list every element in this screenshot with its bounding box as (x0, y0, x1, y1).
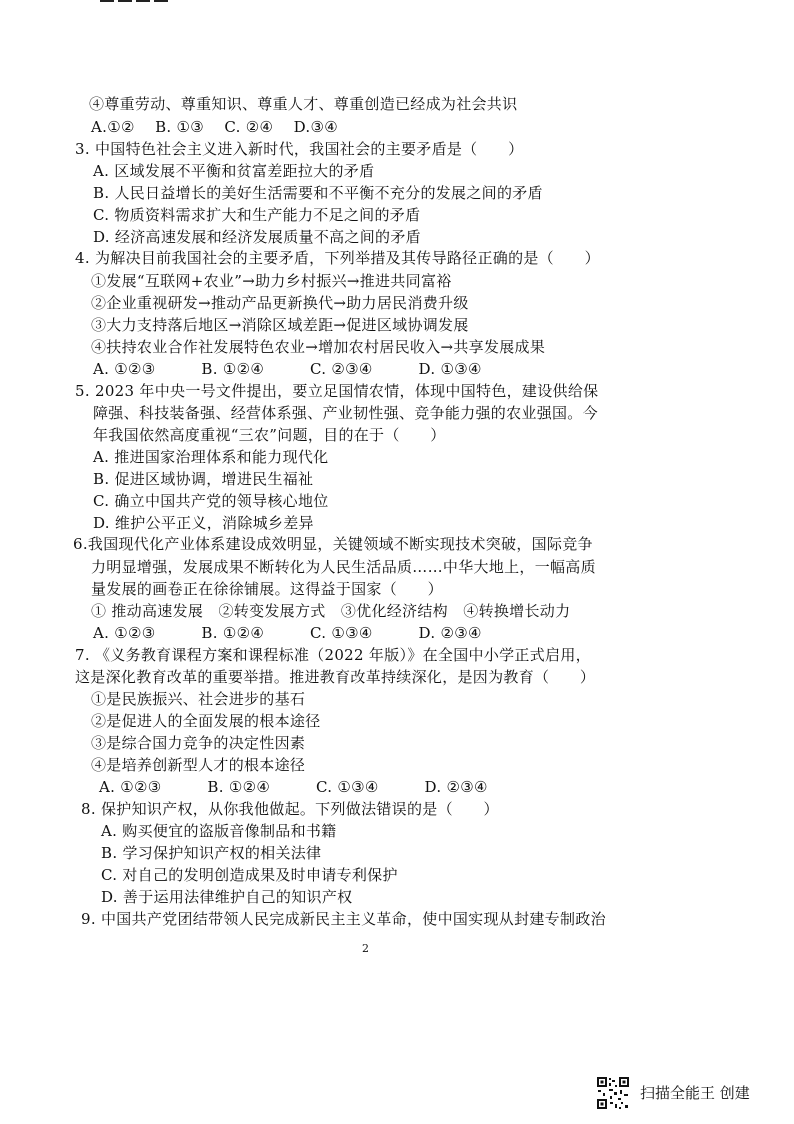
statement-4: ④是培养创新型人才的根本途径 (91, 756, 306, 774)
option-b: B. 学习保护知识产权的相关法律 (101, 844, 322, 862)
answer-options: A. ①②③ B. ①②④ C. ①③④ D. ②③④ (99, 778, 488, 796)
statement-1: ①是民族振兴、社会进步的基石 (91, 690, 306, 708)
question-5-cont: 障强、科技装备强、经营体系强、产业韧性强、竞争能力强的农业强国。今 (93, 404, 598, 422)
statement-4: ④扶持农业合作社发展特色农业→增加农村居民收入→共享发展成果 (91, 338, 546, 356)
qr-code-icon (596, 1076, 630, 1110)
question-7: 7. 《义务教育课程方案和课程标准（2022 年版）》在全国中小学正式启用， (75, 646, 591, 664)
statement-3: ③是综合国力竞争的决定性因素 (91, 734, 306, 752)
question-5-cont: 年我国依然高度重视“三农”问题，目的在于（ ） (93, 426, 446, 444)
option-c: C. 确立中国共产党的领导核心地位 (93, 492, 329, 510)
watermark-text: 扫描全能王 创建 (640, 1084, 750, 1102)
answer-options: A. ①②③ B. ①②④ C. ①③④ D. ②③④ (93, 624, 482, 642)
scanner-watermark (596, 1076, 776, 1110)
option-c: C. 对自己的发明创造成果及时申请专利保护 (101, 866, 398, 884)
option-b: B. 人民日益增长的美好生活需要和不平衡不充分的发展之间的矛盾 (93, 184, 543, 202)
option-b: B. 促进区域协调，增进民生福祉 (93, 470, 314, 488)
question-4: 4. 为解决目前我国社会的主要矛盾，下列举措及其传导路径正确的是（ ） (75, 249, 600, 267)
option-a: A. 推进国家治理体系和能力现代化 (93, 448, 329, 466)
option-c: C. 物质资料需求扩大和生产能力不足之间的矛盾 (93, 206, 421, 224)
statement-1: ①发展“互联网+农业”→助力乡村振兴→推进共同富裕 (91, 272, 452, 290)
top-rule-marks (100, 0, 174, 6)
option-a: A. 购买便宜的盗版音像制品和书籍 (101, 822, 337, 840)
statements: ① 推动高速发展 ②转变发展方式 ③优化经济结构 ④转换增长动力 (91, 602, 571, 620)
question-8: 8. 保护知识产权，从你我他做起。下列做法错误的是（ ） (81, 800, 499, 818)
question-6: 6.我国现代化产业体系建设成效明显，关键领域不断实现技术突破，国际竞争 (73, 535, 593, 553)
statement-2: ②企业重视研发→推动产品更新换代→助力居民消费升级 (91, 294, 469, 312)
question-6-cont: 力明显增强，发展成果不断转化为人民生活品质……中华大地上，一幅高质 (91, 558, 596, 576)
text-line: ④尊重劳动、尊重知识、尊重人才、尊重创造已经成为社会共识 (89, 95, 518, 113)
option-a: A. 区域发展不平衡和贫富差距拉大的矛盾 (93, 162, 375, 180)
statement-3: ③大力支持落后地区→消除区域差距→促进区域协调发展 (91, 316, 469, 334)
question-7-cont: 这是深化教育改革的重要举措。推进教育改革持续深化，是因为教育（ ） (75, 668, 596, 686)
question-6-cont: 量发展的画卷正在徐徐铺展。这得益于国家（ ） (91, 580, 443, 598)
option-d: D. 善于运用法律维护自己的知识产权 (101, 888, 353, 906)
question-3: 3. 中国特色社会主义进入新时代，我国社会的主要矛盾是（ ） (75, 140, 524, 158)
page-number: 2 (362, 942, 369, 955)
option-d: D. 维护公平正义，消除城乡差异 (93, 514, 314, 532)
answer-options: A. ①②③ B. ①②④ C. ②③④ D. ①③④ (93, 360, 482, 378)
statement-2: ②是促进人的全面发展的根本途径 (91, 712, 321, 730)
option-d: D. 经济高速发展和经济发展质量不高之间的矛盾 (93, 228, 421, 246)
answer-options: A.①② B. ①③ C. ②④ D.③④ (91, 118, 338, 136)
question-5: 5. 2023 年中央一号文件提出，要立足国情农情，体现中国特色，建设供给保 (75, 382, 599, 400)
question-9: 9. 中国共产党团结带领人民完成新民主主义革命，使中国实现从封建专制政治 (81, 910, 606, 928)
